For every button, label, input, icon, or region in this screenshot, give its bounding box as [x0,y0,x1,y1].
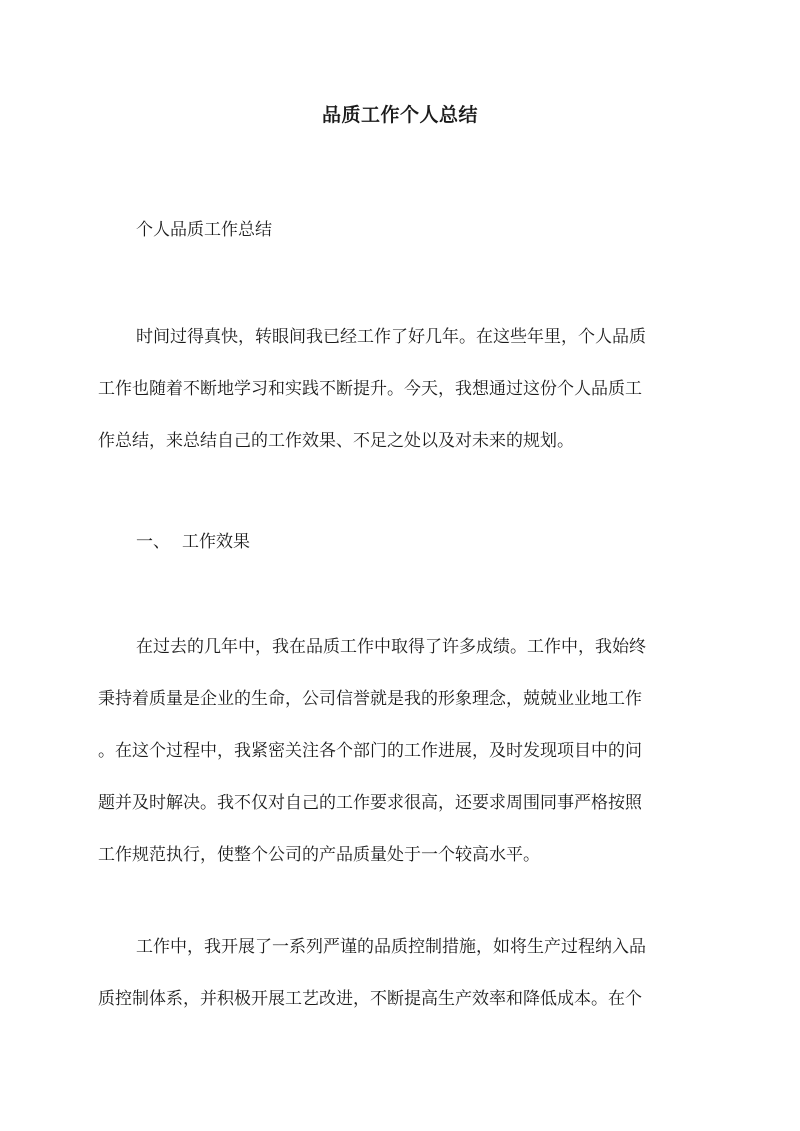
section-heading-work-results [136,527,250,557]
document-subtitle: 个人品质工作总结 [136,220,272,240]
paragraph-achievements [98,632,702,892]
paragraph-line: 秉持着质量是企业的生命，公司信誉就是我的形象理念，兢兢业业地工作 [98,689,642,709]
paragraph-line: 时间过得真快，转眼间我已经工作了好几年。在这些年里，个人品质 [136,327,646,347]
section-title: 工作效果 [182,532,250,552]
paragraph-line: 工作规范执行，使整个公司的产品质量处于一个较高水平。 [98,845,540,865]
paragraph-line: 工作也随着不断地学习和实践不断提升。今天，我想通过这份个人品质工 [98,379,642,399]
paragraph-line: 。在这个过程中，我紧密关注各个部门的工作进展，及时发现项目中的问 [98,741,642,761]
document-title: 品质工作个人总结 [321,104,478,126]
paragraph-quality-control [98,932,702,1036]
paragraph-line: 工作中，我开展了一系列严谨的品质控制措施，如将生产过程纳入品 [136,937,646,957]
paragraph-line: 题并及时解决。我不仅对自己的工作要求很高，还要求周围同事严格按照 [98,793,642,813]
paragraph-line: 在过去的几年中，我在品质工作中取得了许多成绩。工作中，我始终 [136,637,646,657]
section-number: 一、 [136,532,170,552]
paragraph-line: 质控制体系，并积极开展工艺改进，不断提高生产效率和降低成本。在个 [98,989,642,1009]
paragraph-intro [98,322,702,478]
paragraph-line: 作总结，来总结自己的工作效果、不足之处以及对未来的规划。 [98,431,574,451]
